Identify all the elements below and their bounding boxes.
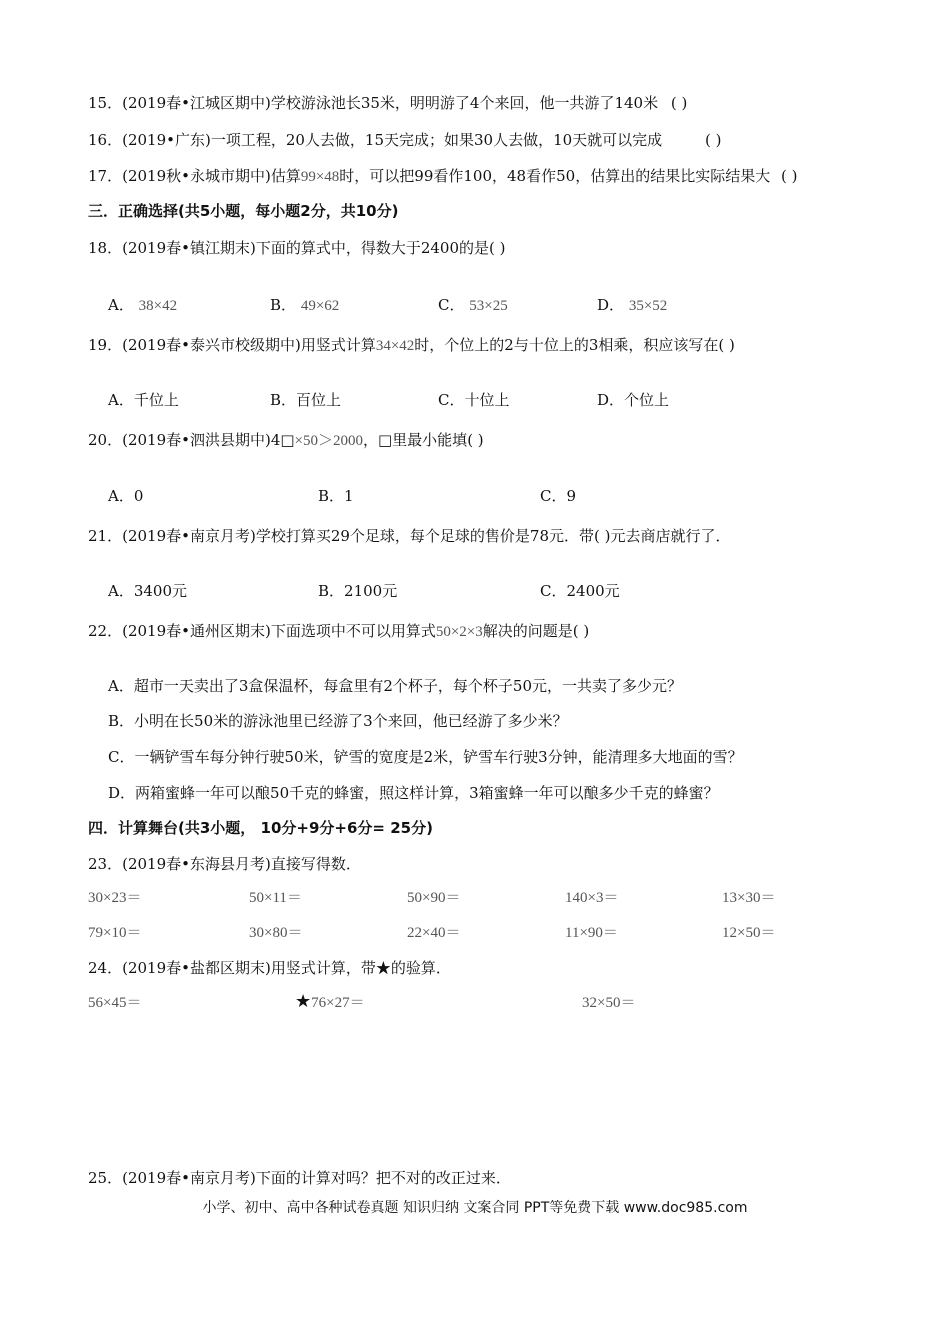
answer-blank: ( ) <box>670 94 688 112</box>
question-24: 24．(2019春•盐都区期末)用竖式计算，带★的验算． <box>88 959 451 977</box>
option-c[interactable]: C．2400元 <box>540 582 620 600</box>
answer-blank: ( ) <box>489 239 506 257</box>
question-18 <box>88 238 505 258</box>
answer-blank: ( ) <box>704 131 722 149</box>
calc-item: 56×45＝ <box>88 995 142 1011</box>
question-23: 23．(2019春•东海县月考)直接写得数． <box>88 855 361 873</box>
star-icon: ★ <box>295 991 312 1011</box>
answer-blank: ( ) <box>572 622 590 640</box>
question-19 <box>88 335 735 356</box>
option-b[interactable]: B．小明在长50米的游泳池里已经游了3个来回，他已经游了多少米？ <box>108 712 568 730</box>
page-footer: 小学、初中、高中各种试卷真题 知识归纳 文案合同 PPT等免费下载 www.doc985.com <box>202 1200 748 1216</box>
question-text-post: ，□里最小能填 <box>363 431 468 449</box>
calc-item: 30×80＝ <box>249 925 303 941</box>
option-c[interactable]: C． 53×25 <box>438 296 508 314</box>
question-text-post: 时，可以把99看作100，48看作50，估算出的结果比实际结果大 <box>339 167 771 185</box>
answer-blank: ( ) <box>467 431 484 449</box>
section-four-heading: 四．计算舞台(共3小题， 10分+9分+6分= 25分) <box>88 819 433 837</box>
question-15 <box>88 93 687 113</box>
option-a[interactable]: A．千位上 <box>108 391 179 409</box>
question-text: 16．(2019•广东)一项工程，20人去做，15天完成；如果30人去做，10天就可以完成 <box>88 131 663 149</box>
answer-blank: ( ) <box>780 167 798 185</box>
calc-item: 50×11＝ <box>249 890 302 906</box>
option-c[interactable]: C．十位上 <box>438 391 510 409</box>
option-b[interactable]: B．2100元 <box>318 582 398 600</box>
question-text-pre: 22．(2019春•通州区期末)下面选项中不可以用算式 <box>88 622 436 640</box>
question-text: 15．(2019春•江城区期中)学校游泳池长35米，明明游了4个来回，他一共游了140米 <box>88 94 659 112</box>
option-a[interactable]: A．0 <box>108 487 144 505</box>
math-expression: 99×48 <box>300 169 340 185</box>
option-b[interactable]: B．1 <box>318 487 354 505</box>
question-text-post: 解决的问题是 <box>482 622 573 640</box>
calc-item: 30×23＝ <box>88 890 142 906</box>
math-expression: ×50＞2000 <box>294 433 363 449</box>
question-text-post: 时，个位上的2与十位上的3相乘，积应该写在 <box>414 336 719 354</box>
question-text: 18．(2019春•镇江期末)下面的算式中，得数大于2400的是 <box>88 239 489 257</box>
option-a[interactable]: A．超市一天卖出了3盒保温杯，每盒里有2个杯子，每个杯子50元，一共卖了多少元？ <box>108 677 683 695</box>
question-text-post: 元去商店就行了． <box>610 527 731 545</box>
option-c[interactable]: C．9 <box>540 487 577 505</box>
question-text-pre: 17．(2019秋•永城市期中)估算 <box>88 167 301 185</box>
calc-item: 140×3＝ <box>565 890 619 906</box>
calc-item: 12×50＝ <box>722 925 776 941</box>
question-22 <box>88 621 589 642</box>
option-a[interactable]: A．3400元 <box>108 582 188 600</box>
calc-item: 32×50＝ <box>582 995 636 1011</box>
math-expression: 34×42 <box>375 338 415 354</box>
question-text-pre: 21．(2019春•南京月考)学校打算买29个足球，每个足球的售价是78元．带 <box>88 527 594 545</box>
question-17 <box>88 166 797 187</box>
section-three-heading: 三．正确选择(共5小题，每小题2分，共10分) <box>88 202 399 220</box>
question-20 <box>88 430 484 451</box>
calc-item: 22×40＝ <box>407 925 461 941</box>
calc-item: 50×90＝ <box>407 890 461 906</box>
math-expression: 50×2×3 <box>435 624 483 640</box>
option-b[interactable]: B． 49×62 <box>270 296 340 314</box>
option-b[interactable]: B．百位上 <box>270 391 342 409</box>
question-25: 25．(2019春•南京月考)下面的计算对吗？把不对的改正过来． <box>88 1169 511 1187</box>
calc-item: 79×10＝ <box>88 925 142 941</box>
answer-blank: ( ) <box>718 336 735 354</box>
option-c[interactable]: C．一辆铲雪车每分钟行驶50米，铲雪的宽度是2米，铲雪车行驶3分钟，能清理多大地面的雪？ <box>108 748 743 766</box>
option-a[interactable]: A． 38×42 <box>108 296 178 314</box>
answer-blank: ( ) <box>594 527 611 545</box>
option-d[interactable]: D．个位上 <box>597 391 670 409</box>
option-d[interactable]: D．两箱蜜蜂一年可以酿50千克的蜂蜜，照这样计算，3箱蜜蜂一年可以酿多少千克的蜂蜜？ <box>108 784 719 802</box>
question-text-pre: 19．(2019春•泰兴市校级期中)用竖式计算 <box>88 336 376 354</box>
calc-item: 11×90＝ <box>565 925 618 941</box>
question-16 <box>88 130 721 150</box>
calc-item-starred: ★76×27＝ <box>295 991 365 1011</box>
question-text-pre: 20．(2019春•泗洪县期中)4□ <box>88 431 295 449</box>
calc-item: 13×30＝ <box>722 890 776 906</box>
question-21 <box>88 526 731 546</box>
option-d[interactable]: D． 35×52 <box>597 296 668 314</box>
